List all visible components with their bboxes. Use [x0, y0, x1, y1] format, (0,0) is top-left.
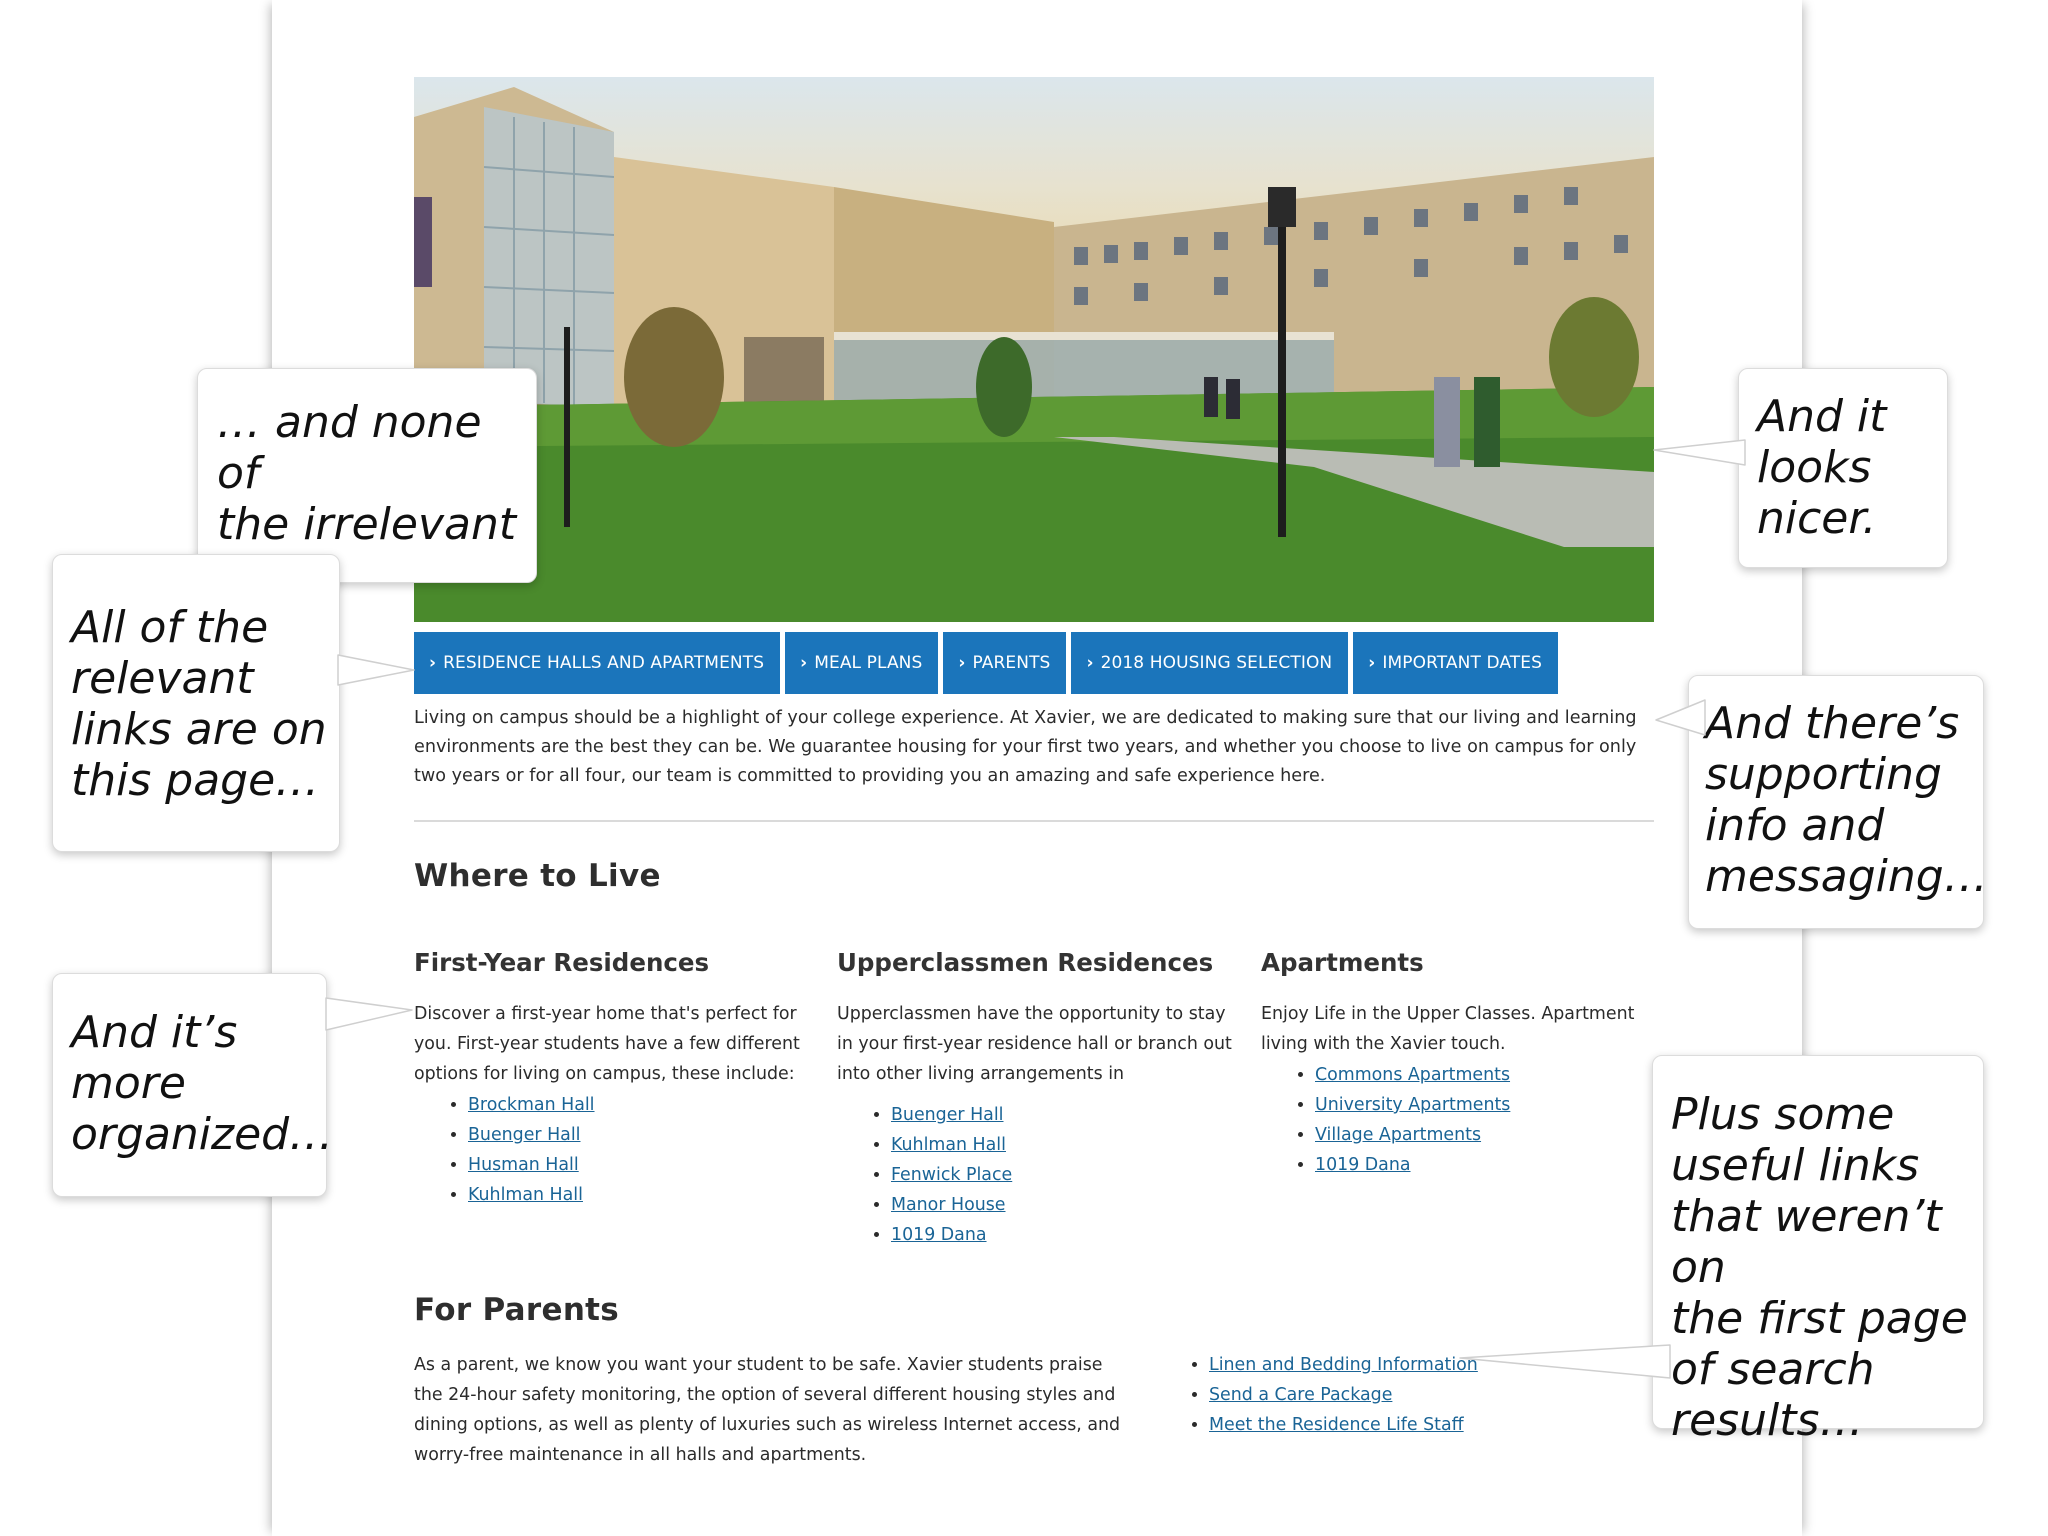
upperclassmen-heading: Upperclassmen Residences	[837, 948, 1214, 977]
for-parents-heading: For Parents	[414, 1292, 620, 1328]
nav-label: MEAL PLANS	[814, 653, 923, 673]
1019-dana-link[interactable]: 1019 Dana	[891, 1225, 987, 1245]
kuhlman-hall-link[interactable]: Kuhlman Hall	[468, 1185, 583, 1205]
village-apartments-link[interactable]: Village Apartments	[1315, 1125, 1482, 1145]
callout-organized: And it’s more organized…	[52, 973, 327, 1197]
fenwick-place-link[interactable]: Fenwick Place	[891, 1165, 1013, 1185]
nav-label: RESIDENCE HALLS AND APARTMENTS	[443, 653, 765, 673]
apartments-text: Enjoy Life in the Upper Classes. Apartment living with the Xavier touch.	[1261, 1004, 1635, 1054]
manor-house-link[interactable]: Manor House	[891, 1195, 1006, 1215]
linen-bedding-link[interactable]: Linen and Bedding Information	[1209, 1355, 1478, 1375]
callout-looks-nicer: And it looks nicer.	[1738, 368, 1948, 568]
chevron-right-icon: ›	[1086, 653, 1094, 673]
nav-label: PARENTS	[972, 653, 1051, 673]
chevron-right-icon: ›	[1368, 653, 1376, 673]
care-package-link[interactable]: Send a Care Package	[1209, 1385, 1393, 1405]
commons-apartments-link[interactable]: Commons Apartments	[1315, 1065, 1511, 1085]
callout-useful-links: Plus some useful links that weren’t on the first page of search results…	[1652, 1055, 1984, 1429]
nav-label: IMPORTANT DATES	[1382, 653, 1542, 673]
buenger-hall-link[interactable]: Buenger Hall	[891, 1105, 1004, 1125]
where-to-live-heading: Where to Live	[414, 858, 661, 894]
callout-all-relevant: All of the relevant links are on this page…	[52, 554, 340, 852]
residence-life-staff-link[interactable]: Meet the Residence Life Staff	[1209, 1415, 1464, 1435]
brockman-hall-link[interactable]: Brockman Hall	[468, 1095, 595, 1115]
university-apartments-link[interactable]: University Apartments	[1315, 1095, 1511, 1115]
nav-label: 2018 HOUSING SELECTION	[1100, 653, 1333, 673]
chevron-right-icon: ›	[429, 653, 437, 673]
callout-none-irrelevant: … and none of the irrelevant	[197, 368, 537, 583]
kuhlman-hall-link[interactable]: Kuhlman Hall	[891, 1135, 1006, 1155]
chevron-right-icon: ›	[800, 653, 808, 673]
parents-text: As a parent, we know you want your student to be safe. Xavier students praise the 24-hour safety monitoring, the option of several different housing styles and dining options, as well as plenty of luxuries such as wireless Internet access, and worry-free maintenance in all halls and apartments.	[414, 1355, 1121, 1465]
apartments-heading: Apartments	[1261, 948, 1424, 977]
first-year-heading: First-Year Residences	[414, 948, 710, 977]
first-year-text: Discover a first-year home that's perfect for you. First-year students have a few different options for living on campus, these include:	[414, 1004, 800, 1084]
intro-paragraph: Living on campus should be a highlight of your college experience. At Xavier, we are dedicated to making sure that our living and learning environments are the best they can be. We guarantee housing for your first two years, and whether you choose to live on campus for only two years or for all four, our team is committed to providing you an amazing and safe experience here.	[414, 708, 1637, 786]
callout-supporting-info: And there’s supporting info and messaging…	[1688, 675, 1984, 929]
1019-dana-link[interactable]: 1019 Dana	[1315, 1155, 1411, 1175]
chevron-right-icon: ›	[958, 653, 966, 673]
buenger-hall-link[interactable]: Buenger Hall	[468, 1125, 581, 1145]
husman-hall-link[interactable]: Husman Hall	[468, 1155, 579, 1175]
upperclassmen-text: Upperclassmen have the opportunity to stay in your first-year residence hall or branch out into other living arrangements in	[837, 1004, 1232, 1084]
